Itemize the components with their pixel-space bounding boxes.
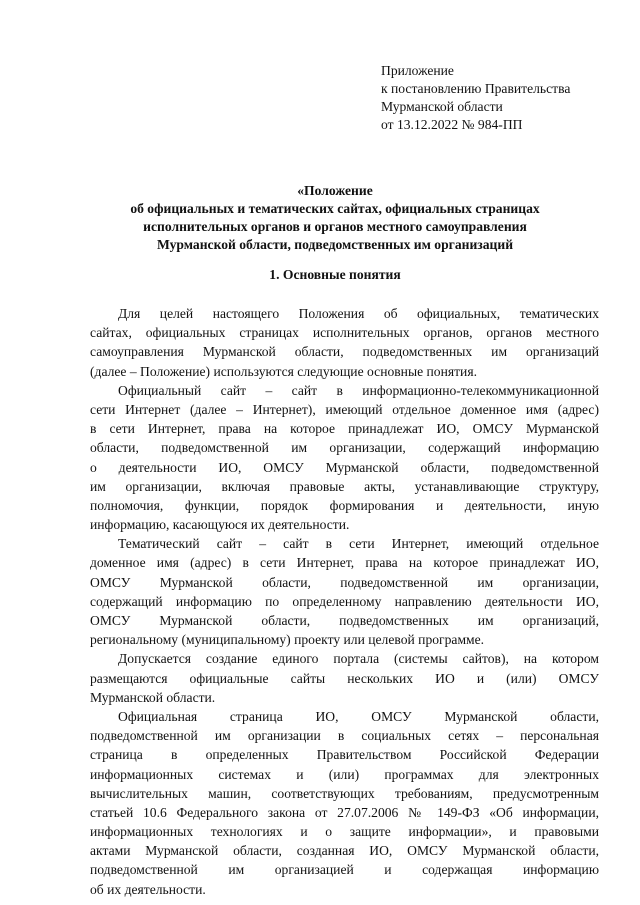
text-line: (далее – Положение) используются следующие основные понятия. — [90, 363, 477, 379]
text-line: Официальный сайт – сайт в информационно-телекоммуникационной — [118, 382, 599, 398]
document-title — [90, 182, 580, 254]
text-line: доменное имя (адрес) в сети Интернет, права на которое принадлежат ИО, — [90, 555, 599, 571]
text-line: региональному (муниципальному) проекту или целевой программе. — [90, 632, 485, 648]
appendix-line: от 13.12.2022 № 984-ПП — [381, 117, 523, 132]
text-line: ОМСУ Мурманской области, подведомственных им организаций, — [90, 613, 599, 628]
text-line: подведомственной им организации в социальных сетях – персональная — [90, 728, 599, 744]
text-line: полномочия, функции, порядок формирования и деятельности, иную — [90, 497, 599, 513]
text-line: информацию, касающуюся их деятельности. — [90, 517, 350, 533]
text-line: Мурманской области. — [90, 689, 216, 705]
appendix-block — [381, 62, 621, 134]
text-line: об их деятельности. — [90, 881, 206, 897]
appendix-line: Мурманской области — [381, 99, 503, 114]
text-line: Для целей настоящего Положения об официальных, тематических — [118, 306, 599, 321]
title-line: исполнительных органов и органов местного самоуправления — [143, 219, 527, 234]
paragraph-official-page — [90, 707, 599, 899]
text-line: в сети Интернет, права на которое принадлежат ИО, ОМСУ Мурманской — [90, 421, 599, 437]
body-text — [90, 304, 599, 899]
text-line: подведомственной им организацией и содержащая информацию — [90, 862, 599, 878]
text-line: страница в определенных Правительством Российской Федерации — [90, 747, 599, 763]
section-heading: 1. Основные понятия — [269, 267, 401, 282]
text-line: информационных технологиях и о защите информации», и правовыми — [90, 824, 599, 840]
text-line: им организации, включая правовые акты, устанавливающие структуру, — [90, 478, 599, 494]
text-line: Тематический сайт – сайт в сети Интернет, имеющий отдельное — [118, 536, 599, 552]
text-line: размещаются официальные сайты нескольких ИО и (или) ОМСУ — [90, 670, 599, 686]
title-line: «Положение — [297, 183, 373, 198]
paragraph-thematic-site — [90, 534, 599, 649]
text-line: самоуправления Мурманской области, подведомственных им организаций — [90, 344, 599, 360]
appendix-line: к постановлению Правительства — [381, 81, 571, 96]
text-line: Допускается создание единого портала (системы сайтов), на котором — [118, 651, 599, 667]
text-line: области, подведомственной им организации, содержащий информацию — [90, 440, 599, 456]
text-line: статьей 10.6 Федерального закона от 27.07.2006 № 149-ФЗ «Об информации, — [90, 804, 599, 820]
text-line: сети Интернет (далее – Интернет), имеющий отдельное доменное имя (адрес) — [90, 401, 599, 417]
text-line: вычислительных машин, соответствующих требованиям, предусмотренным — [90, 785, 599, 801]
paragraph-single-portal — [90, 649, 599, 707]
paragraph-definitions-intro — [90, 304, 599, 381]
text-line: сайтах, официальных страницах исполнительных органов, органов местного — [90, 325, 599, 341]
text-line: Официальная страница ИО, ОМСУ Мурманской области, — [118, 708, 599, 724]
appendix-line: Приложение — [381, 63, 454, 78]
text-line: о деятельности ИО, ОМСУ Мурманской области, подведомственной — [90, 459, 599, 475]
title-line: Мурманской области, подведомственных им организаций — [156, 237, 514, 252]
text-line: актами Мурманской области, созданная ИО, ОМСУ Мурманской области, — [90, 843, 599, 859]
title-line: об официальных и тематических сайтах, официальных страницах — [130, 201, 540, 216]
text-line: ОМСУ Мурманской области, подведомственной им организации, — [90, 574, 599, 590]
text-line: информационных системах и (или) программах для электронных — [90, 766, 599, 782]
text-line: содержащий информацию по определенному направлению деятельности ИО, — [90, 593, 599, 609]
paragraph-official-site — [90, 381, 599, 535]
